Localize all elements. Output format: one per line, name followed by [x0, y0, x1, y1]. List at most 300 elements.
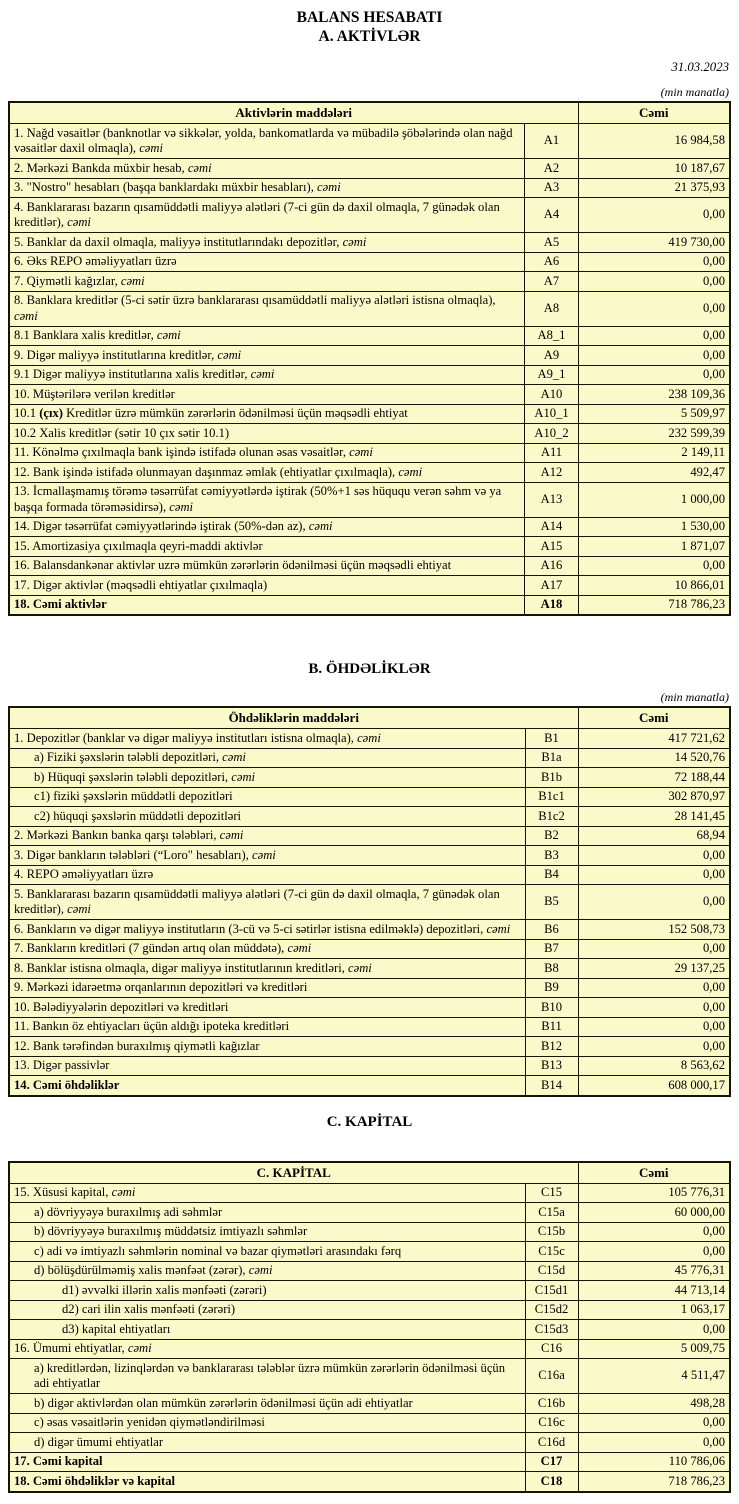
row-label-cell: [9, 1056, 525, 1076]
row-value-cell: 0,00: [578, 998, 730, 1018]
row-value-cell: 718 786,23: [578, 1472, 730, 1492]
row-label-text: 8. Banklar istisna olmaqla, digər maliyyə institutlarının kreditləri,: [14, 960, 349, 975]
table-row: [9, 846, 730, 866]
row-label-text: 5. Banklar da daxil olmaqla, maliyyə institutlarındakı depozitlər,: [14, 234, 343, 249]
row-label-text: d1) əvvəlki illərin xalis mənfəəti (zərəri): [62, 1282, 267, 1297]
row-value-cell: 0,00: [578, 1433, 730, 1453]
table-row: [9, 346, 730, 366]
row-label-cell: [9, 385, 525, 405]
row-label-text: d3) kapital ehtiyatları: [62, 1321, 171, 1336]
row-label-cell: [9, 729, 525, 749]
row-label-cell: [9, 1281, 525, 1301]
row-label-text: 7. Qiymətli kağızlar,: [14, 273, 121, 288]
row-label-italic-text: cəmi: [398, 464, 423, 479]
row-label-text: 18. Cəmi öhdəliklər və kapital: [14, 1473, 176, 1488]
table-row: [9, 826, 730, 846]
row-label-cell: [9, 443, 525, 463]
row-label-text: 9. Mərkəzi idarəetmə orqanlarının depozitləri və kreditləri: [14, 980, 308, 994]
row-value-cell: 152 508,73: [578, 920, 730, 940]
row-code-cell: B1a: [525, 748, 578, 768]
row-code-cell: B2: [525, 826, 578, 846]
table-row: [9, 198, 730, 233]
row-label-text: 17. Cəmi kapital: [14, 1454, 103, 1468]
header-total-label: Cəmi: [578, 102, 730, 124]
row-code-cell: B1c2: [525, 807, 578, 827]
row-label-cell: [9, 233, 525, 253]
row-code-cell: A16: [525, 556, 578, 576]
report-date: 31.03.2023: [671, 60, 729, 74]
section-b-heading: B. ÖHDƏLİKLƏR: [308, 661, 431, 677]
row-value-cell: 0,00: [578, 556, 730, 576]
row-label-cell: [9, 346, 525, 366]
table-row: [9, 233, 730, 253]
row-label-text: 4. REPO əməliyyatları üzrə: [14, 867, 154, 881]
row-code-cell: C15b: [525, 1222, 578, 1242]
row-value-cell: 0,00: [578, 865, 730, 885]
row-label-text: 2. Mərkəzi Bankın banka qarşı tələbləri,: [14, 828, 220, 842]
row-value-cell: 60 000,00: [578, 1203, 730, 1223]
row-label-text: 15. Amortizasiya çıxılmaqla qeyri-maddi aktivlər: [14, 538, 263, 553]
row-label-italic-text: cəmi: [486, 921, 511, 936]
table-row: [9, 787, 730, 807]
row-label-text: d) digər ümumi ehtiyatlar: [34, 1434, 164, 1449]
row-value-cell: 10 866,01: [578, 576, 730, 596]
row-label-text: 4. Banklararası bazarın qısamüddətli maliyyə alətləri (7-ci gün də daxil olmaqla, 7 günədək olan kreditlər),: [14, 199, 500, 229]
table-row: [9, 1281, 730, 1301]
table-row: [9, 748, 730, 768]
table-row: [9, 1394, 730, 1414]
row-label-cell: [9, 1261, 525, 1281]
table-header: [9, 707, 730, 729]
row-code-cell: C15: [525, 1183, 578, 1203]
row-value-cell: 29 137,25: [578, 959, 730, 979]
row-label-cell: [9, 846, 525, 866]
table-body: [9, 1183, 730, 1492]
table-row: [9, 1320, 730, 1340]
row-label-text: 10.1: [14, 406, 40, 420]
row-label-text: c2) hüquqi şəxslərin müddətli depozitləri: [34, 808, 242, 823]
row-code-cell: B7: [525, 939, 578, 959]
row-label-cell: [9, 1394, 525, 1414]
row-label-italic-text: cəmi: [248, 1263, 273, 1277]
document-title-block: [8, 8, 731, 46]
row-label-text: 12. Bank tərəfindən buraxılmış qiymətli kağızlar: [14, 1038, 260, 1053]
row-label-text: 5. Banklararası bazarın qısamüddətli maliyyə alətləri (7-ci gün də daxil olmaqla, 7 günədək olan kreditlər),: [14, 886, 500, 916]
row-label-cell: [9, 1433, 525, 1453]
table-row: [9, 159, 730, 179]
table-row: [9, 1076, 730, 1096]
table-row: [9, 482, 730, 517]
table-row: [9, 768, 730, 788]
table-row: [9, 1472, 730, 1492]
row-value-cell: 0,00: [578, 346, 730, 366]
row-label-italic-text: cəmi: [187, 160, 212, 175]
row-label-text: c1) fiziki şəxslərin müddətli depozitləri: [34, 789, 233, 803]
row-value-cell: 10 187,67: [578, 159, 730, 179]
table-row: [9, 1183, 730, 1203]
row-value-cell: 419 730,00: [578, 233, 730, 253]
row-code-cell: B12: [525, 1037, 578, 1057]
row-label-cell: [9, 1413, 525, 1433]
row-label-cell: [9, 272, 525, 292]
row-label-text: 15. Xüsusi kapital,: [14, 1185, 112, 1199]
row-label-italic-text: cəmi: [231, 769, 256, 784]
table-row: [9, 1300, 730, 1320]
row-value-cell: 0,00: [578, 1037, 730, 1057]
row-label-text: 16. Ümumi ehtiyatlar,: [14, 1341, 128, 1355]
row-label-italic-text: cəmi: [120, 273, 145, 288]
unit-note-b: (min manatla): [660, 690, 729, 704]
row-label-cell: [9, 365, 525, 385]
row-label-text: 10. Bələdiyyələrin depozitləri və kreditləri: [14, 999, 229, 1014]
table-row: [9, 326, 730, 346]
table-row: [9, 1359, 730, 1394]
row-code-cell: A18: [525, 595, 578, 615]
row-code-cell: B1b: [525, 768, 578, 788]
row-label-text: 14. Digər təsərrüfat cəmiyyətlərində iştirak (50%-dən az),: [14, 519, 309, 533]
row-label-italic-text: cəmi: [308, 519, 333, 533]
row-label-italic-text: cəmi: [139, 141, 163, 155]
row-label-text: 18. Cəmi aktivlər: [14, 597, 107, 611]
section-a-heading: A. AKTİVLƏR: [318, 28, 421, 45]
row-label-cell: [9, 1076, 525, 1096]
row-label-text: 14. Cəmi öhdəliklər: [14, 1077, 120, 1092]
row-code-cell: C15c: [525, 1242, 578, 1262]
row-label-italic-text: cəmi: [357, 730, 381, 745]
row-code-cell: B1c1: [525, 787, 578, 807]
row-code-cell: A8_1: [525, 326, 578, 346]
table-row: [9, 385, 730, 405]
assets-table: [8, 101, 731, 616]
row-value-cell: 1 000,00: [578, 482, 730, 517]
row-value-cell: 5 509,97: [578, 404, 730, 424]
table-row: [9, 1261, 730, 1281]
row-label-cell: [9, 1300, 525, 1320]
row-value-cell: 1 063,17: [578, 1300, 730, 1320]
table-row: [9, 1203, 730, 1223]
row-label-cell: [9, 178, 525, 198]
row-label-italic-text: cəmi: [287, 941, 312, 955]
row-label-italic-text: cəmi: [317, 180, 341, 194]
row-value-cell: 0,00: [578, 978, 730, 998]
row-label-italic-text: cəmi: [14, 308, 38, 323]
row-label-cell: [9, 1472, 525, 1492]
row-code-cell: B11: [525, 1017, 578, 1037]
row-label-cell: [9, 595, 525, 615]
row-value-cell: 68,94: [578, 826, 730, 846]
table-row: [9, 1037, 730, 1057]
table-row: [9, 939, 730, 959]
liabilities-table: [8, 706, 731, 1097]
row-code-cell: C18: [525, 1472, 578, 1492]
row-label-text: a) kreditlərdən, lizinqlərdən və banklararası tələblər üzrə mümkün zərərlərin ödənilməsi üçün adi ehtiyatlar: [34, 1360, 506, 1390]
row-code-cell: A10: [525, 385, 578, 405]
row-label-italic-text: cəmi: [250, 367, 275, 381]
row-code-cell: C16c: [525, 1413, 578, 1433]
row-code-cell: A9: [525, 346, 578, 366]
row-label-cell: [9, 1222, 525, 1242]
table-row: [9, 1452, 730, 1472]
row-value-cell: 8 563,62: [578, 1056, 730, 1076]
table-body: [9, 124, 730, 616]
row-value-cell: 0,00: [578, 291, 730, 326]
row-value-cell: 4 511,47: [578, 1359, 730, 1394]
row-code-cell: B8: [525, 959, 578, 979]
capital-table: [8, 1161, 731, 1493]
row-label-text: 9. Digər maliyyə institutlarına kreditlər,: [14, 347, 218, 362]
row-label-cell: [9, 826, 525, 846]
table-header-row: [9, 102, 730, 124]
row-code-cell: A4: [525, 198, 578, 233]
row-label-text: 7. Bankların kreditləri (7 gündən artıq olan müddətə),: [14, 941, 288, 955]
table-row: [9, 998, 730, 1018]
row-label-text: 8. Banklara kreditlər (5-ci sətir üzrə banklararası qısamüddətli maliyyə alətləri istisna olmaqla),: [14, 293, 496, 307]
row-label-cell: [9, 865, 525, 885]
row-label-italic-text: cəmi: [252, 847, 276, 862]
row-code-cell: B5: [525, 885, 578, 920]
table-row: [9, 1413, 730, 1433]
header-items-label: Aktivlərin maddələri: [9, 102, 578, 124]
row-value-cell: 1 871,07: [578, 537, 730, 557]
table-row: [9, 920, 730, 940]
row-label-cell: [9, 291, 525, 326]
row-value-cell: 0,00: [578, 1242, 730, 1262]
row-label-text: 13. İcmallaşmamış törəmə təsərrüfat cəmiyyətlərdə iştirak (50%+1 səs hüququ verən səhm və ya başqa formada törəməsidirsə),: [14, 484, 502, 514]
row-label-cell: [9, 748, 525, 768]
row-value-cell: 72 188,44: [578, 768, 730, 788]
row-code-cell: C17: [525, 1452, 578, 1472]
row-label-italic-text: cəmi: [219, 828, 244, 842]
row-code-cell: A9_1: [525, 365, 578, 385]
table-row: [9, 517, 730, 537]
row-label-text: c) əsas vəsaitlərin yenidən qiymətləndirilməsi: [34, 1415, 265, 1429]
table-row: [9, 1339, 730, 1359]
row-code-cell: C16a: [525, 1359, 578, 1394]
row-code-cell: C15d2: [525, 1300, 578, 1320]
table-row: [9, 1222, 730, 1242]
row-code-cell: C15a: [525, 1203, 578, 1223]
row-label-cell: [9, 1339, 525, 1359]
row-value-cell: 0,00: [578, 1413, 730, 1433]
row-label-italic-text: cəmi: [349, 445, 373, 459]
row-value-cell: 5 009,75: [578, 1339, 730, 1359]
table-row: [9, 576, 730, 596]
row-label-cell: [9, 482, 525, 517]
table-row: [9, 865, 730, 885]
row-label-text: 11. Könəlmə çıxılmaqla bank işində istifadə olunan əsas vəsaitlər,: [14, 445, 350, 459]
row-value-cell: 28 141,45: [578, 807, 730, 827]
table-row: [9, 424, 730, 444]
row-code-cell: B9: [525, 978, 578, 998]
table-row: [9, 978, 730, 998]
row-value-cell: 44 713,14: [578, 1281, 730, 1301]
row-code-cell: B13: [525, 1056, 578, 1076]
row-value-cell: 238 109,36: [578, 385, 730, 405]
table-row: [9, 463, 730, 483]
row-value-cell: 498,28: [578, 1394, 730, 1414]
row-label-text: 9.1 Digər maliyyə institutlarına xalis kreditlər,: [14, 367, 251, 381]
row-label-text: 2. Mərkəzi Bankda müxbir hesab,: [14, 160, 188, 175]
table-header: [9, 1162, 730, 1184]
row-code-cell: B14: [525, 1076, 578, 1096]
row-code-cell: A5: [525, 233, 578, 253]
row-label-italic-text: cəmi: [348, 960, 372, 975]
row-code-cell: C16b: [525, 1394, 578, 1414]
row-code-cell: C16: [525, 1339, 578, 1359]
table-row: [9, 272, 730, 292]
row-label-text: 1. Depozitlər (banklar və digər maliyyə institutları istisna olmaqla),: [14, 730, 358, 745]
table-body: [9, 729, 730, 1096]
table-row: [9, 124, 730, 159]
row-label-text: a) dövriyyəyə buraxılmış adi səhmlər: [34, 1204, 223, 1219]
row-label-text: 1. Nağd vəsaitlər (banknotlar və sikkələr, yolda, bankomatlarda və mübadilə şöbələrində olan nağd vəsaitlər daxil olmaqla),: [14, 125, 513, 155]
row-code-cell: A3: [525, 178, 578, 198]
row-label-text: 13. Digər passivlər: [14, 1058, 110, 1072]
row-value-cell: 718 786,23: [578, 595, 730, 615]
table-row: [9, 178, 730, 198]
row-label-cell: [9, 517, 525, 537]
row-label-cell: [9, 576, 525, 596]
table-header: [9, 102, 730, 124]
row-label-text: 17. Digər aktivlər (məqsədli ehtiyatlar çıxılmaqla): [14, 577, 268, 592]
row-value-cell: 0,00: [578, 846, 730, 866]
row-label-text: d) bölüşdürülməmiş xalis mənfəət (zərər),: [34, 1263, 249, 1277]
row-value-cell: 0,00: [578, 272, 730, 292]
row-value-cell: 16 984,58: [578, 124, 730, 159]
table-row: [9, 1056, 730, 1076]
row-label-italic-text: cəmi: [67, 902, 91, 916]
row-label-italic-text: cəmi: [156, 328, 181, 342]
table-row: [9, 1017, 730, 1037]
row-label-cell: [9, 885, 525, 920]
row-label-text: d2) cari ilin xalis mənfəəti (zərəri): [62, 1302, 236, 1316]
row-label-bold-text: (çıx): [39, 406, 63, 420]
row-label-cell: [9, 998, 525, 1018]
header-total-label: Cəmi: [578, 1162, 730, 1184]
row-label-cell: [9, 959, 525, 979]
row-code-cell: A15: [525, 537, 578, 557]
row-label-cell: [9, 1242, 525, 1262]
row-code-cell: A14: [525, 517, 578, 537]
table-row: [9, 885, 730, 920]
row-label-text: 3. "Nostro" hesabları (başqa banklardakı müxbir hesabları),: [14, 180, 317, 194]
row-label-italic-text: cəmi: [169, 499, 194, 514]
table-header-row: [9, 707, 730, 729]
row-label-cell: [9, 556, 525, 576]
table-row: [9, 1433, 730, 1453]
row-value-cell: 0,00: [578, 885, 730, 920]
row-label-cell: [9, 787, 525, 807]
row-label-text: c) adi və imtiyazlı səhmlərin nominal və bazar qiymətləri arasındakı fərq: [34, 1243, 402, 1258]
row-label-cell: [9, 424, 525, 444]
report-title: BALANS HESABATI: [296, 9, 443, 26]
row-code-cell: B4: [525, 865, 578, 885]
row-label-text: Kreditlər üzrə mümkün zərərlərin ödənilməsi üçün məqsədli ehtiyat: [62, 406, 408, 420]
row-value-cell: 0,00: [578, 1320, 730, 1340]
row-code-cell: B1: [525, 729, 578, 749]
row-label-italic-text: cəmi: [342, 234, 367, 249]
row-code-cell: A10_1: [525, 404, 578, 424]
row-code-cell: A11: [525, 443, 578, 463]
row-label-text: b) dövriyyəyə buraxılmış müddətsiz imtiyazlı səhmlər: [34, 1224, 308, 1238]
row-value-cell: 0,00: [578, 1017, 730, 1037]
row-value-cell: 0,00: [578, 252, 730, 272]
row-code-cell: A1: [525, 124, 578, 159]
row-label-italic-text: cəmi: [111, 1185, 136, 1199]
row-code-cell: A17: [525, 576, 578, 596]
table-row: [9, 729, 730, 749]
row-code-cell: B6: [525, 920, 578, 940]
row-label-cell: [9, 1320, 525, 1340]
row-label-text: 10. Müştərilərə verilən kreditlər: [14, 386, 175, 401]
row-label-italic-text: cəmi: [67, 215, 91, 229]
row-label-text: a) Fiziki şəxslərin tələbli depozitləri,: [34, 750, 223, 764]
row-label-cell: [9, 1183, 525, 1203]
table-row: [9, 443, 730, 463]
row-label-cell: [9, 1452, 525, 1472]
row-value-cell: 0,00: [578, 198, 730, 233]
row-value-cell: 1 530,00: [578, 517, 730, 537]
row-value-cell: 45 776,31: [578, 1261, 730, 1281]
row-label-text: 11. Bankın öz ehtiyacları üçün aldığı ipoteka kreditləri: [14, 1019, 290, 1033]
row-value-cell: 110 786,06: [578, 1452, 730, 1472]
row-value-cell: 0,00: [578, 365, 730, 385]
row-label-cell: [9, 124, 525, 159]
row-value-cell: 302 870,97: [578, 787, 730, 807]
row-label-cell: [9, 1017, 525, 1037]
header-items-label: C. KAPİTAL: [9, 1162, 578, 1184]
row-value-cell: 2 149,11: [578, 443, 730, 463]
row-label-cell: [9, 159, 525, 179]
row-label-cell: [9, 1359, 525, 1394]
row-code-cell: A13: [525, 482, 578, 517]
row-label-text: b) Hüquqi şəxslərin tələbli depozitləri,: [34, 769, 232, 784]
row-label-cell: [9, 920, 525, 940]
row-label-text: 6. Bankların və digər maliyyə institutların (3-cü və 5-ci sətirlər istisna edilməklə) depozitləri,: [14, 921, 487, 936]
row-value-cell: 232 599,39: [578, 424, 730, 444]
row-label-cell: [9, 252, 525, 272]
row-label-cell: [9, 198, 525, 233]
table-row: [9, 404, 730, 424]
row-code-cell: A7: [525, 272, 578, 292]
row-label-text: b) digər aktivlərdən olan mümkün zərərlərin ödənilməsi üçün adi ehtiyatlar: [34, 1395, 413, 1410]
row-label-text: 6. Əks REPO əməliyyatları üzrə: [14, 254, 177, 268]
row-value-cell: 0,00: [578, 326, 730, 346]
row-label-text: 8.1 Banklara xalis kreditlər,: [14, 328, 157, 342]
row-code-cell: C15d3: [525, 1320, 578, 1340]
header-total-label: Cəmi: [578, 707, 730, 729]
table-row: [9, 291, 730, 326]
table-row: [9, 537, 730, 557]
row-value-cell: 14 520,76: [578, 748, 730, 768]
row-code-cell: C15d1: [525, 1281, 578, 1301]
table-row: [9, 1242, 730, 1262]
row-label-cell: [9, 978, 525, 998]
row-label-cell: [9, 404, 525, 424]
row-code-cell: B10: [525, 998, 578, 1018]
row-code-cell: A10_2: [525, 424, 578, 444]
row-label-cell: [9, 326, 525, 346]
row-value-cell: 105 776,31: [578, 1183, 730, 1203]
row-label-cell: [9, 1203, 525, 1223]
row-label-italic-text: cəmi: [127, 1341, 152, 1355]
row-label-cell: [9, 807, 525, 827]
row-code-cell: A8: [525, 291, 578, 326]
row-value-cell: 608 000,17: [578, 1076, 730, 1096]
row-label-text: 10.2 Xalis kreditlər (sətir 10 çıx sətir 10.1): [14, 425, 230, 440]
row-value-cell: 0,00: [578, 1222, 730, 1242]
row-value-cell: 0,00: [578, 939, 730, 959]
